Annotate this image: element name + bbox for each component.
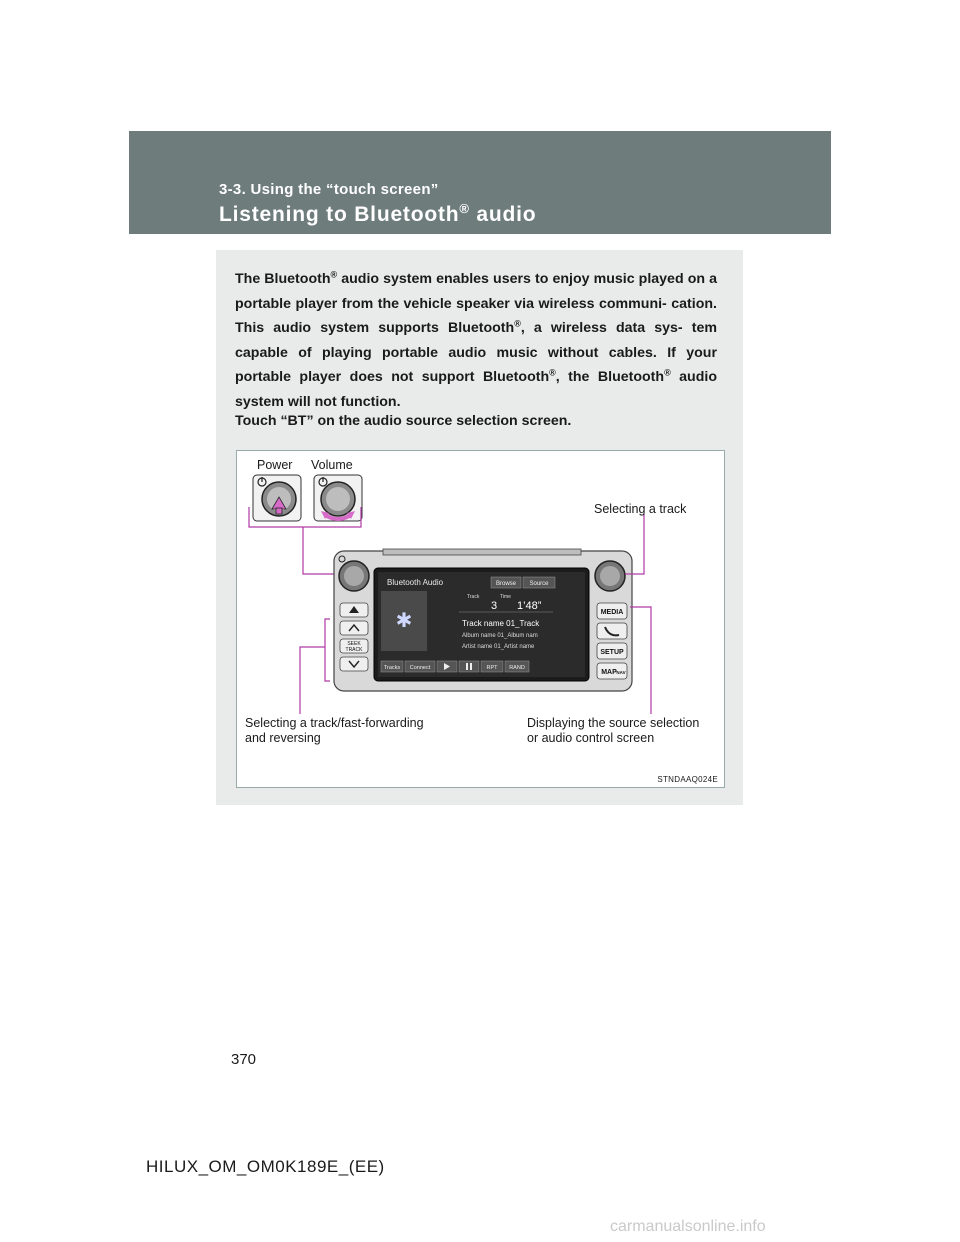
registered-mark: ® xyxy=(459,201,470,216)
track-label: TRACK xyxy=(345,647,363,653)
page-title xyxy=(219,201,536,227)
map-button-label: MAP xyxy=(601,669,617,676)
seek-label: SEEK xyxy=(347,641,361,647)
track-number: 3 xyxy=(491,600,498,612)
rand-button: RAND xyxy=(509,665,525,671)
volume-label: Volume xyxy=(311,458,353,472)
tracks-button: Tracks xyxy=(383,665,401,671)
nav-button-label: NAV xyxy=(616,670,626,675)
footer-doc-id: HILUX_OM_OM0K189E_(EE) xyxy=(146,1157,385,1176)
content-panel xyxy=(216,250,743,805)
rpt-button: RPT xyxy=(486,665,498,671)
section-heading: 3-3. Using the “touch screen” xyxy=(219,181,439,198)
time-label: Time xyxy=(500,594,511,600)
track-name: Track name 01_Track xyxy=(462,619,540,628)
intro-text: audio system enables users to enjoy music played on a portable player from the vehicle speaker via wireless communi- cation. This audio system supports Bluetooth xyxy=(235,271,717,337)
volume-knob-inset xyxy=(314,475,362,521)
registered-mark: ® xyxy=(330,269,338,280)
power-knob-inset xyxy=(253,475,301,521)
pause-icon xyxy=(466,663,468,670)
page-number: 370 xyxy=(231,1051,257,1068)
intro-text: audio system will not function. xyxy=(235,369,717,410)
registered-mark: ® xyxy=(514,318,521,329)
artist-name: Artist name 01_Artist name xyxy=(462,644,535,650)
selecting-track-label: Selecting a track xyxy=(594,502,687,516)
registered-mark: ® xyxy=(549,367,556,378)
intro-paragraph xyxy=(235,267,717,415)
source-callout-line: or audio control screen xyxy=(527,731,655,745)
source-button: Source xyxy=(529,581,549,587)
audio-unit-figure xyxy=(236,450,725,788)
intro-text: The Bluetooth xyxy=(235,271,331,287)
browse-button: Browse xyxy=(495,581,517,587)
seek-callout-line: Selecting a track/fast-forwarding xyxy=(245,716,424,730)
connect-button: Connect xyxy=(409,665,431,671)
title-text: Listening to Bluetooth xyxy=(219,203,460,226)
seek-callout-label xyxy=(245,716,424,746)
setup-button-label: SETUP xyxy=(600,649,624,656)
time-value: 1’48” xyxy=(517,600,542,612)
track-label: Track xyxy=(467,594,480,600)
instruction-text: Touch “BT” on the audio source selection screen. xyxy=(235,413,572,429)
seek-callout-line: and reversing xyxy=(245,731,321,745)
figure-code: STNDAAQ024E xyxy=(657,775,718,784)
touch-screen xyxy=(374,568,589,681)
media-button-label: MEDIA xyxy=(600,609,624,616)
bluetooth-icon: ✱ xyxy=(395,610,413,632)
album-name: Album name 01_Album nam xyxy=(462,633,538,639)
watermark: carmanualsonline.info xyxy=(610,1218,766,1235)
intro-text: , a wireless data sys- tem capable of playing portable audio music without cables. If your portable player does not support Bluetooth xyxy=(235,320,717,386)
screen-title: Bluetooth Audio xyxy=(387,578,444,587)
power-label: Power xyxy=(257,458,293,472)
page-header xyxy=(129,131,831,234)
title-tail: audio xyxy=(469,203,537,226)
registered-mark: ® xyxy=(664,367,671,378)
source-callout-line: Displaying the source selection xyxy=(527,716,700,730)
source-callout-label xyxy=(527,716,699,746)
intro-text: , the Bluetooth xyxy=(555,369,665,386)
